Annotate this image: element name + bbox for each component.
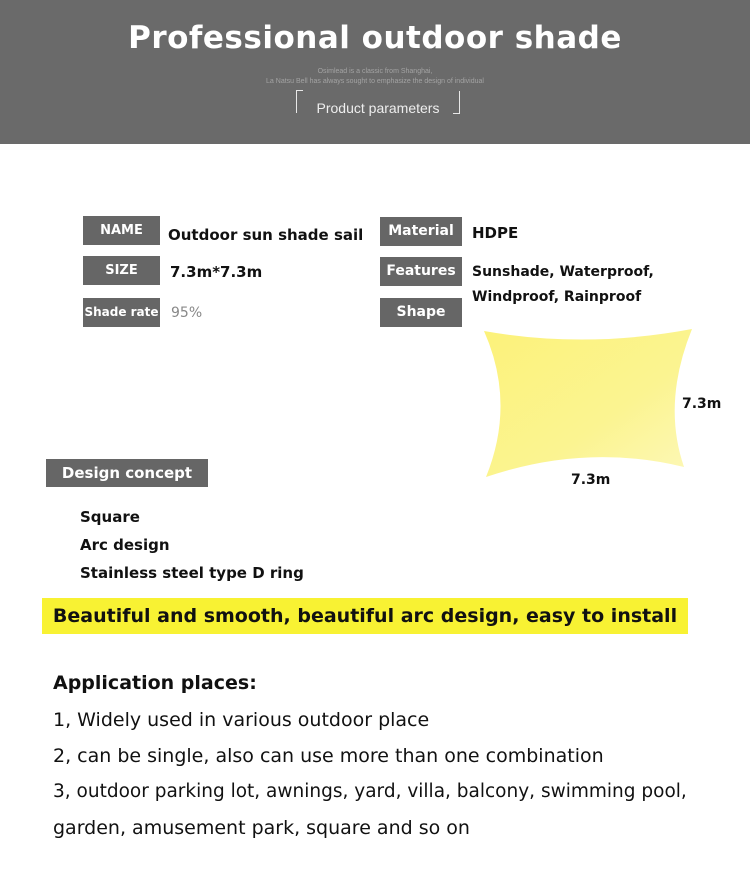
bottom-dimension-label: 7.3m <box>571 472 611 488</box>
design-concept-label: Design concept <box>46 459 208 487</box>
size-label: SIZE <box>83 256 160 285</box>
concept-item-arc: Arc design <box>80 536 170 554</box>
material-value: HDPE <box>472 224 519 242</box>
header-banner <box>0 0 750 144</box>
concept-item-square: Square <box>80 508 140 526</box>
name-value: Outdoor sun shade sail <box>168 226 364 244</box>
product-parameters-label: Product parameters <box>316 100 440 116</box>
application-line-4: garden, amusement park, square and so on <box>53 817 470 839</box>
name-label: NAME <box>83 216 160 245</box>
features-value-line-1: Sunshade, Waterproof, <box>472 264 654 280</box>
application-line-1: 1, Widely used in various outdoor place <box>53 709 430 731</box>
shade-sail-shape <box>478 323 698 483</box>
application-title: Application places: <box>53 672 257 694</box>
sail-fill <box>484 329 692 477</box>
header-subtitle-line-1: Osimlead is a classic from Shanghai, <box>317 68 433 75</box>
shade-rate-label: Shade rate <box>83 298 160 327</box>
side-dimension-label: 7.3m <box>682 396 722 412</box>
features-label: Features <box>380 257 462 286</box>
application-line-3: 3, outdoor parking lot, awnings, yard, villa, balcony, swimming pool, <box>53 781 687 802</box>
highlight-text: Beautiful and smooth, beautiful arc design, easy to install <box>52 605 678 627</box>
page-title: Professional outdoor shade <box>128 20 622 56</box>
features-value-line-2: Windproof, Rainproof <box>472 289 642 305</box>
header-subtitle-line-2: La Natsu Bell has always sought to emphasize the design of individual <box>266 78 484 85</box>
product-parameters-heading <box>296 90 460 114</box>
shape-label: Shape <box>380 298 462 327</box>
highlight-banner <box>42 598 688 634</box>
concept-item-d-ring: Stainless steel type D ring <box>80 564 304 582</box>
application-line-2: 2, can be single, also can use more than one combination <box>53 745 604 767</box>
material-label: Material <box>380 217 462 246</box>
size-value: 7.3m*7.3m <box>170 263 263 281</box>
shade-rate-value: 95% <box>171 305 203 321</box>
